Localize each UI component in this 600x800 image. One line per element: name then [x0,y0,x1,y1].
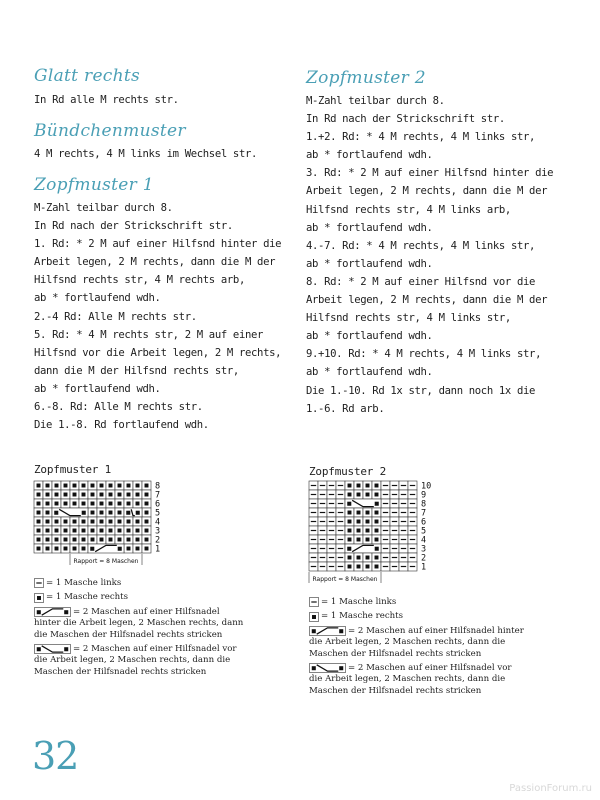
legend-item-purl [309,597,524,608]
knit-dot [357,520,361,524]
instruction-line: 9.+10. Rd: * 4 M rechts, 4 M links str, [306,348,542,361]
knit-dot [37,484,41,488]
knit-dot [118,502,122,506]
legend-symbol-cable-front [34,644,71,654]
instruction-line: Die 1.-10. Rd 1x str, dann noch 1x die [306,384,536,397]
instruction-line: ab * fortlaufend wdh. [306,257,433,270]
legend-text: = 2 Maschen auf einer Hilfsnadel vor die Arbeit legen, 2 Maschen rechts, dann die Maschen der Hilfsnadel rechts stricken [34,643,237,677]
knit-dot [37,520,41,524]
knit-dot [118,511,122,515]
row-number-label: 4 [155,517,161,528]
instruction-line: 1.+2. Rd: * 4 M rechts, 4 M links str, [306,131,536,144]
chart-grid [309,481,417,571]
knit-dot [109,511,113,515]
row-number-label: 6 [155,499,161,510]
instruction-line: 8. Rd: * 2 M auf einer Hilfsnd vor die [306,275,536,288]
instruction-line: In Rd nach der Strickschrift str. [306,113,505,126]
cable-dot [82,511,86,515]
legend-symbol-cable-back [34,607,71,617]
zopfmuster-2-text [306,92,553,418]
knit-dot [100,493,104,497]
knit-dot [136,520,140,524]
knit-dot [118,520,122,524]
legend-symbol-knit [309,612,319,622]
knit-dot [55,547,59,551]
knit-dot [91,520,95,524]
knit-dot [100,511,104,515]
knit-dot [82,547,86,551]
knit-dot [37,547,41,551]
knit-dot [366,556,370,560]
knit-dot [64,484,68,488]
knit-dot [64,529,68,533]
legend-symbol-cable-back [309,626,346,636]
knit-dot [55,538,59,542]
knit-dot [91,511,95,515]
legend-symbol-group [35,593,44,602]
knit-dot [127,493,131,497]
knit-dot [127,529,131,533]
knit-dot [37,493,41,497]
watermark: PassionForum.ru [509,783,592,794]
cable-dot [375,547,379,551]
heading-zopfmuster-2: Zopfmuster 2 [306,68,426,88]
heading-zopfmuster-1: Zopfmuster 1 [34,175,154,195]
instruction-line: ab * fortlaufend wdh. [34,292,161,305]
legend-symbol-group [35,608,71,617]
knit-dot [100,484,104,488]
knit-dot [348,520,352,524]
knit-dot [127,502,131,506]
knit-dot [46,520,50,524]
knit-dot [136,529,140,533]
instruction-line: ab * fortlaufend wdh. [306,149,433,162]
page-number: 32 [32,734,79,778]
knit-dot [109,538,113,542]
legend-text: = 2 Maschen auf einer Hilfsnadel hinter die Arbeit legen, 2 Maschen rechts, dann die Maschen der Hilfsnadel rechts stricken [34,606,244,640]
knit-dot [37,596,41,600]
knit-dot [366,565,370,569]
rapport-label: Rapport = 8 Maschen [73,558,139,565]
knit-dot [91,484,95,488]
knit-dot [64,547,68,551]
zopfmuster-2-chart [309,481,434,591]
legend-text: = 1 Masche links [321,597,397,607]
knit-dot [357,511,361,515]
row-number-label: 9 [421,490,427,501]
knit-dot [73,547,77,551]
knit-dot [348,493,352,497]
knit-dot [145,493,149,497]
knit-dot [118,529,122,533]
legend-symbol-purl [34,578,44,588]
knit-dot [357,556,361,560]
knit-dot [312,615,316,619]
knit-dot [348,565,352,569]
knit-dot [375,493,379,497]
row-number-label: 5 [421,526,427,537]
legend-text: = 1 Masche rechts [46,592,129,603]
knit-dot [348,529,352,533]
knit-dot [82,502,86,506]
heading-glatt-rechts: Glatt rechts [34,66,141,86]
buendchenmuster-text [34,145,257,163]
knit-dot [46,529,50,533]
knit-dot [46,511,50,515]
legend-text: = 2 Maschen auf einer Hilfsnadel hinter die Arbeit legen, 2 Maschen rechts, dann die Maschen der Hilfsnadel rechts stricken [309,625,524,659]
knit-dot [136,493,140,497]
knit-dot [366,529,370,533]
knit-dot [91,493,95,497]
legend-item-cable-back [34,607,244,641]
knit-dot [73,520,77,524]
knit-dot [82,484,86,488]
zopfmuster-1-text [34,199,281,434]
legend-symbol-group [310,664,346,673]
row-number-label: 4 [421,535,427,546]
knit-dot [82,538,86,542]
heading-buendchenmuster: Bündchenmuster [34,121,186,141]
knit-dot [357,538,361,542]
legend-item-knit [34,592,244,603]
knit-dot [109,529,113,533]
instruction-line: 6.-8. Rd: Alle M rechts str. [34,401,203,414]
knit-dot [55,520,59,524]
chart-grid [34,481,151,553]
row-number-label: 1 [421,562,427,573]
instruction-line: ab * fortlaufend wdh. [306,330,433,343]
knit-dot [100,502,104,506]
knit-dot [348,538,352,542]
knit-dot [82,493,86,497]
instruction-line: 4 M rechts, 4 M links im Wechsel str. [34,148,258,160]
cable-dot [312,629,316,633]
knit-dot [127,538,131,542]
knit-dot [357,565,361,569]
legend-symbol-group [310,612,319,621]
knit-dot [37,529,41,533]
knit-dot [64,538,68,542]
knit-dot [46,502,50,506]
chart-2-title: Zopfmuster 2 [309,465,387,478]
knit-dot [73,493,77,497]
row-number-label: 3 [421,544,427,555]
instruction-line: Arbeit legen, 2 M rechts, dann die M der [306,185,548,198]
knit-dot [366,511,370,515]
instruction-line: Hilfsnd vor die Arbeit legen, 2 M rechts, [34,346,282,359]
instruction-line: ab * fortlaufend wdh. [34,382,161,395]
knit-dot [145,520,149,524]
row-number-label: 8 [155,481,161,492]
knit-dot [145,538,149,542]
instruction-line: 2.-4 Rd: Alle M rechts str. [34,310,197,323]
instruction-line: 4.-7. Rd: * 4 M rechts, 4 M links str, [306,239,536,252]
row-number-label: 7 [155,490,161,501]
knit-dot [82,520,86,524]
legend-symbol-cable-front [309,663,346,673]
knit-dot [348,511,352,515]
cable-dot [339,666,343,670]
knit-dot [64,520,68,524]
instruction-line: M-Zahl teilbar durch 8. [306,95,445,107]
knit-dot [127,520,131,524]
knit-dot [109,520,113,524]
knit-dot [91,502,95,506]
legend-symbol-group [310,627,346,636]
legend-symbol-group [35,645,71,654]
knit-dot [348,484,352,488]
chart-2-legend [309,597,524,700]
knit-dot [136,502,140,506]
row-number-label: 6 [421,517,427,528]
cable-dot [64,610,68,614]
knit-dot [91,529,95,533]
knit-dot [145,502,149,506]
legend-item-cable-front [34,644,244,678]
knit-dot [64,493,68,497]
legend-symbol-group [310,598,319,607]
cable-dot [37,647,41,651]
knit-dot [64,502,68,506]
knit-dot [73,538,77,542]
row-number-label: 5 [155,508,161,519]
knit-dot [375,529,379,533]
knit-dot [109,484,113,488]
legend-symbol-group [35,579,44,588]
instruction-line: In Rd nach der Strickschrift str. [34,220,233,233]
legend-symbol-purl [309,597,319,607]
row-number-label: 1 [155,544,161,555]
knit-dot [118,484,122,488]
chart-1-title: Zopfmuster 1 [34,463,112,476]
cable-dot [64,647,68,651]
knit-dot [357,529,361,533]
instruction-line: Hilfsnd rechts str, 4 M links str, [306,312,511,325]
legend-symbol-knit [34,593,44,603]
cable-dot [54,511,58,515]
cable-dot [90,547,94,551]
instruction-line: 1. Rd: * 2 M auf einer Hilfsnd hinter die [34,238,282,251]
instruction-line: Die 1.-8. Rd fortlaufend wdh. [34,419,209,432]
knit-dot [357,493,361,497]
cable-dot [347,502,351,506]
knit-dot [73,529,77,533]
cable-dot [312,666,316,670]
cable-dot [118,547,122,551]
knit-dot [73,484,77,488]
knit-dot [100,538,104,542]
knit-dot [136,484,140,488]
instruction-line: Hilfsnd rechts str, 4 M rechts arb, [34,274,245,287]
knit-dot [366,484,370,488]
knit-dot [37,511,41,515]
instruction-line: ab * fortlaufend wdh. [306,221,433,234]
knit-dot [118,493,122,497]
instruction-line: Arbeit legen, 2 M rechts, dann die M der [306,294,548,307]
knit-dot [375,484,379,488]
knit-dot [37,502,41,506]
knit-dot [109,493,113,497]
knit-dot [73,502,77,506]
knit-dot [55,502,59,506]
cable-dot [347,547,351,551]
knit-dot [136,538,140,542]
instruction-line: 5. Rd: * 4 M rechts str, 2 M auf einer [34,328,264,341]
knit-dot [46,547,50,551]
row-number-label: 2 [155,535,161,546]
legend-item-knit [309,611,524,622]
knit-dot [91,538,95,542]
knit-dot [37,538,41,542]
cable-dot [126,511,130,515]
instruction-line: Arbeit legen, 2 M rechts, dann die M der [34,256,276,269]
instruction-line: ab * fortlaufend wdh. [306,366,433,379]
knit-dot [375,538,379,542]
zopfmuster-1-chart [34,481,164,581]
instruction-line: M-Zahl teilbar durch 8. [34,202,173,214]
row-number-label: 8 [421,499,427,510]
row-number-label: 3 [155,526,161,537]
instruction-line: Hilfsnd rechts str, 4 M links arb, [306,203,511,216]
knit-dot [366,538,370,542]
cable-dot [339,629,343,633]
legend-text: = 2 Maschen auf einer Hilfsnadel vor die Arbeit legen, 2 Maschen rechts, dann die Maschen der Hilfsnadel rechts stricken [309,662,512,696]
knit-dot [100,520,104,524]
knit-dot [375,556,379,560]
knit-dot [55,484,59,488]
knit-dot [118,538,122,542]
legend-text: = 1 Masche rechts [321,611,404,622]
chart-1-legend [34,578,244,681]
instruction-line: 3. Rd: * 2 M auf einer Hilfsnd hinter die [306,167,554,180]
knit-dot [375,511,379,515]
knit-dot [136,547,140,551]
knit-dot [127,484,131,488]
knit-dot [46,538,50,542]
instruction-line: In Rd alle M rechts str. [34,94,179,106]
cable-dot [37,610,41,614]
knit-dot [100,529,104,533]
knit-dot [145,529,149,533]
knit-dot [46,484,50,488]
knit-dot [127,547,131,551]
row-number-label: 7 [421,508,427,519]
glatt-rechts-text [34,91,179,109]
cable-dot [375,502,379,506]
instruction-line: 1.-6. Rd arb. [306,402,385,415]
knit-dot [55,529,59,533]
knit-dot [46,493,50,497]
row-number-label: 2 [421,553,427,564]
cable-dot [136,511,140,515]
knit-dot [145,484,149,488]
knit-dot [55,493,59,497]
instruction-line: dann die M der Hilfsnd rechts str, [34,364,239,377]
knit-dot [366,520,370,524]
rapport-label: Rapport = 8 Maschen [312,576,378,583]
row-number-label: 10 [421,481,432,492]
knit-dot [348,556,352,560]
knit-dot [145,511,149,515]
knit-dot [145,547,149,551]
legend-item-cable-back [309,626,524,660]
knit-dot [82,529,86,533]
knit-dot [375,565,379,569]
legend-item-purl [34,578,244,589]
knit-dot [109,502,113,506]
legend-text: = 1 Masche links [46,578,122,588]
knit-dot [375,520,379,524]
knit-dot [357,484,361,488]
knit-dot [366,493,370,497]
legend-item-cable-front [309,663,524,697]
